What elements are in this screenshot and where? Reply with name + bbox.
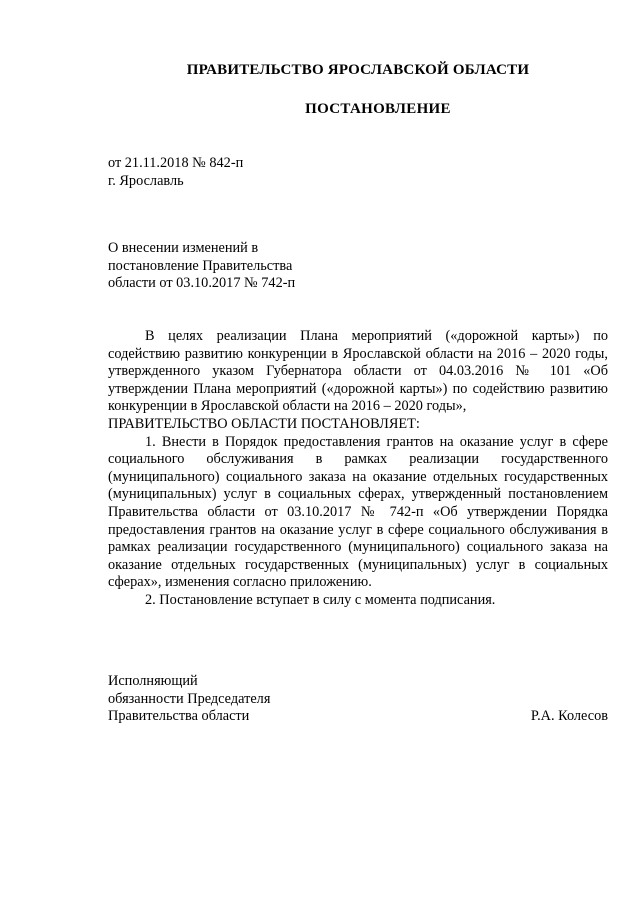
signer-name: Р.А. Колесов (530, 708, 608, 725)
item-1-paragraph: 1. Внести в Порядок предоставления грантов на оказание услуг в сфере социального обслуживания в рамках реализации государственного (муниципального) социального заказа на оказание отдельных государственных (муниципальных) услуг в социальных сферах, утвержденный постановлением Правительства области от 03.10.2017 № 742-п «Об утверждении Порядка предоставления грантов на оказание услуг в сфере социального обслуживания в рамках реализации государственного (муниципального) социального заказа на оказание отдельных государственных (муниципальных) услуг в социальных сферах», изменения согласно приложению. (108, 433, 608, 591)
city: г. Ярославль (108, 172, 184, 189)
subject-line: области от 03.10.2017 № 742-п (108, 275, 296, 292)
resolves-line: ПРАВИТЕЛЬСТВО ОБЛАСТИ ПОСТАНОВЛЯЕТ: (108, 415, 420, 432)
signer-title-line-3: Правительства области (108, 708, 250, 725)
signer-title-line-2: обязанности Председателя (108, 690, 271, 707)
date-number: от 21.11.2018 № 842-п (108, 155, 244, 171)
document-body (108, 328, 608, 610)
signature-block (108, 673, 608, 726)
signer-title-line-1: Исполняющий (108, 673, 198, 689)
subject-line: постановление Правительства (108, 257, 293, 274)
document-subject (108, 240, 295, 293)
government-title: ПРАВИТЕЛЬСТВО ЯРОСЛАВСКОЙ ОБЛАСТИ (186, 62, 530, 78)
item-2-paragraph: 2. Постановление вступает в силу с момента подписания. (145, 591, 496, 608)
signature-row (108, 708, 608, 726)
preamble-paragraph: В целях реализации Плана мероприятий («дорожной карты») по содействию развитию конкуренции в Ярославской области на 2016 – 2020 годы, утвержденного указом Губернатора области от 04.03.2016 № 101 «Об утверждении Плана мероприятий («дорожной карты») по содействию развитию конкуренции в Ярославской области на 2016 – 2020 годы», (108, 328, 608, 415)
subject-line: О внесении изменений в (108, 240, 259, 256)
document-meta (108, 155, 243, 190)
document-type: ПОСТАНОВЛЕНИЕ (305, 101, 451, 117)
